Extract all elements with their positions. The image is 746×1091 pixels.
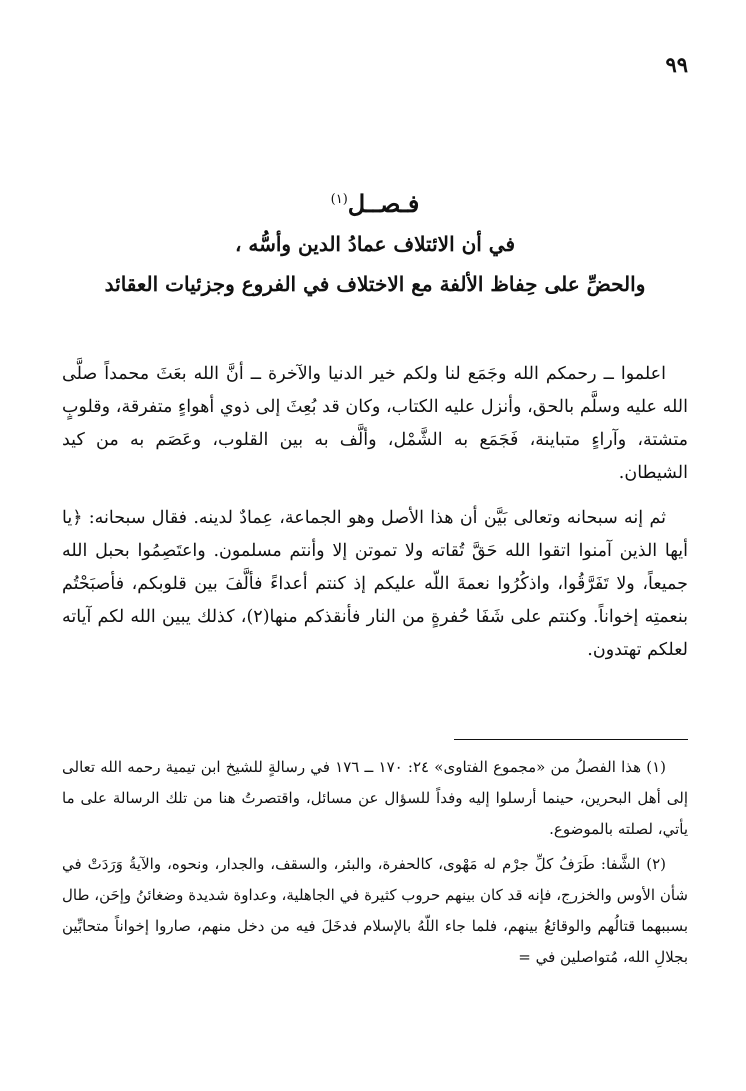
body-paragraph-2: ثم إنه سبحانه وتعالى بَيَّن أن هذا الأصل وهو الجماعة، عِمادٌ لدينه. فقال سبحانه: ﴿يا أيها الذين آمنوا اتقوا الله حَقَّ تُقاته ولا تموتن إلا وأنتم مسلمون. واعتَصِمُوا بحبل الله جميعاً، ولا تَفَرَّقُوا، واذكُرُوا نعمةَ اللّه عليكم إذ كنتم أعداءً فألَّفَ بين قلوبكم، فأصبَحْتُم بنعمتِه إخواناً. وكنتم على شَفَا حُفرةٍ من النار فأنقذكم منها(٢)، كذلك يبين الله لكم آياته لعلكم تهتدون. — [62, 508, 688, 660]
footnotes — [62, 752, 688, 977]
footnote-divider — [454, 739, 688, 740]
chapter-title-text: فـصــل — [347, 189, 420, 218]
chapter-subtitle-line-2: والحضِّ على حِفاظ الألفة مع الاختلاف في الفروع وجزئيات العقائد — [104, 272, 646, 296]
body-paragraph-1: اعلموا ــ رحمكم الله وجَمَع لنا ولكم خير الدنيا والآخرة ــ أنَّ الله بعَثَ محمداً صلَّى الله عليه وسلَّم بالحق، وأنزل عليه الكتاب، وكان قد بُعِثَ إلى ذوي أهواءٍ متفرقة، وقلوبٍ متشتة، وآراءٍ متباينة، فَجَمَع به الشَّمْل، وألَّف به بين القلوب، وعَصَم به من كيد الشيطان. — [62, 364, 688, 483]
footnote-1: (١) هذا الفصلُ من «مجموع الفتاوى» ٢٤: ١٧٠ ــ ١٧٦ في رسالةٍ للشيخ ابن تيمية رحمه الله تعالى إلى أهل البحرين، حينما أرسلوا إليه وفداً للسؤال عن مسائل، واقتصرتُ هنا من تلك الرسالة على ما يأتي، لصلته بالموضوع. — [62, 758, 688, 838]
main-text — [62, 358, 688, 679]
book-page — [62, 0, 688, 1091]
chapter-heading — [62, 180, 688, 304]
chapter-subtitle-line-1: في أن الائتلاف عمادُ الدين وأسُّه ، — [234, 232, 516, 256]
footnote-2: (٢) الشَّفا: طَرَفُ كلِّ جرْم له مَهْوى، كالحفرة، والبئر، والسقف، والجدار، ونحوه، والآيةُ وَرَدَتْ في شأن الأوس والخزرج، فإنه قد كان بينهم حروب كثيرة في الجاهلية، وعداوة شديدة وضغائنُ وإحَن، طال بسببهما قتالُهم والوقائعُ بينهم، فلما جاء اللّهُ بالإسلام فدخَلَ فيه من دخل منهم، صاروا إخواناً متحابِّين بجلالِ الله، مُتواصلين في = — [62, 855, 688, 966]
page-number: ٩٩ — [665, 52, 688, 77]
chapter-title-footnote-marker: (١) — [330, 192, 348, 207]
chapter-title — [62, 180, 688, 224]
